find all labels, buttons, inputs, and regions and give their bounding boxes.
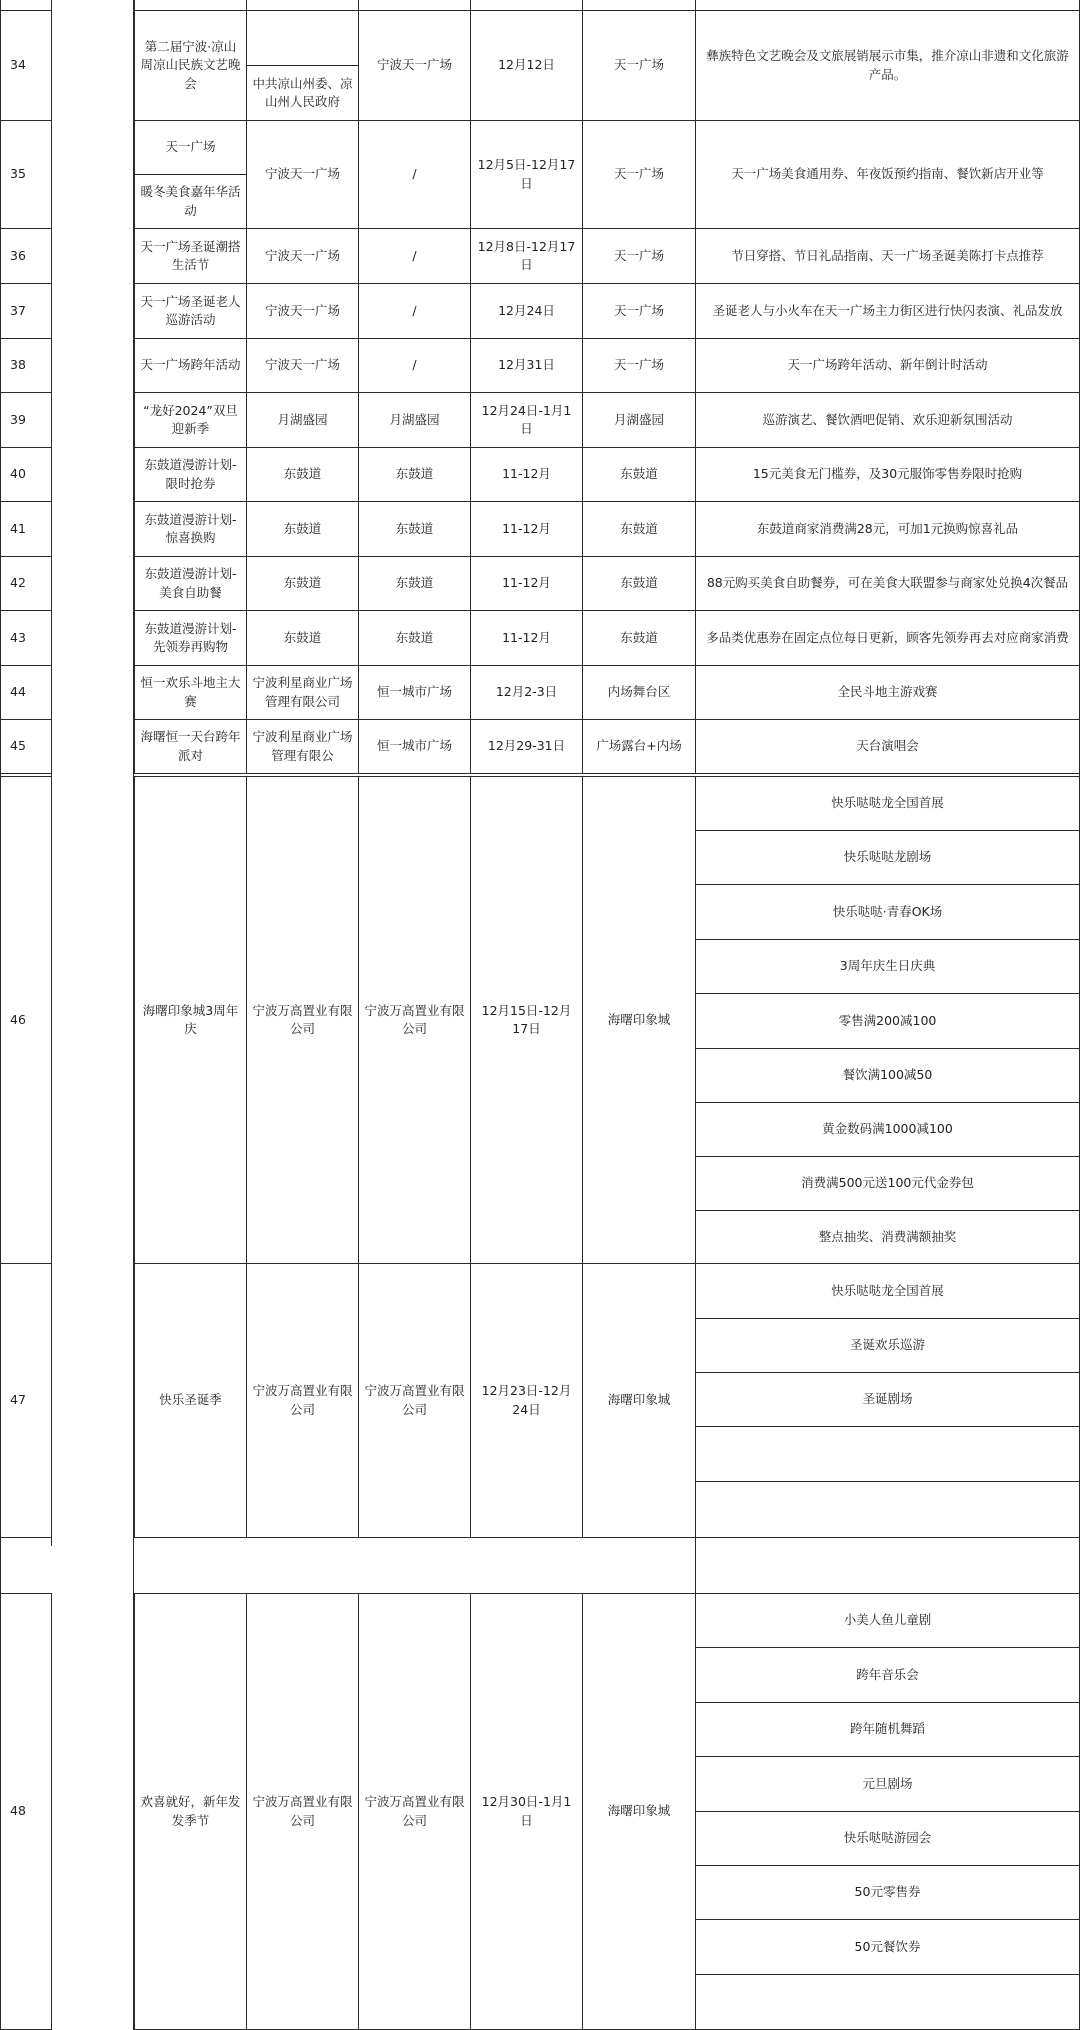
row-47-no: 47 bbox=[0, 1263, 52, 1538]
row-47-venue: 海曙印象城 bbox=[582, 1263, 696, 1538]
row-45-content: 天台演唱会 bbox=[695, 719, 1080, 774]
row-37-name: 天一广场圣诞老人巡游活动 bbox=[134, 283, 247, 339]
row-47-date: 12月23日-12月24日 bbox=[470, 1263, 583, 1538]
row-40-executor: 东鼓道 bbox=[358, 447, 471, 502]
row-42-venue: 东鼓道 bbox=[582, 556, 696, 611]
row-36-date: 12月8日-12月17日 bbox=[470, 228, 583, 284]
row-43-organizer: 东鼓道 bbox=[246, 610, 359, 666]
row-35-content: 天一广场美食通用券、年夜饭预约指南、餐饮新店开业等 bbox=[695, 120, 1080, 229]
row-43-executor: 东鼓道 bbox=[358, 610, 471, 666]
row-48-item: 小美人鱼儿童剧 bbox=[695, 1593, 1080, 1648]
row-34-no: 34 bbox=[0, 10, 52, 121]
row-43-venue: 东鼓道 bbox=[582, 610, 696, 666]
row-48-item: 50元餐饮券 bbox=[695, 1919, 1080, 1975]
row-47-organizer: 宁波万高置业有限公司 bbox=[246, 1263, 359, 1538]
row-48-item: 跨年随机舞蹈 bbox=[695, 1702, 1080, 1757]
row-42-date: 11-12月 bbox=[470, 556, 583, 611]
row-48-organizer: 宁波万高置业有限公司 bbox=[246, 1593, 359, 2030]
row-36-venue: 天一广场 bbox=[582, 228, 696, 284]
row-46-item: 快乐哒哒龙全国首展 bbox=[695, 776, 1080, 831]
row-46-item: 3周年庆生日庆典 bbox=[695, 939, 1080, 994]
row-45-organizer: 宁波利星商业广场管理有限公 bbox=[246, 719, 359, 774]
row-39-venue: 月湖盛园 bbox=[582, 392, 696, 448]
row-47-item bbox=[695, 1481, 1080, 1538]
row-44-no: 44 bbox=[0, 665, 52, 720]
row-48-executor: 宁波万高置业有限公司 bbox=[358, 1593, 471, 2030]
row-40-no: 40 bbox=[0, 447, 52, 502]
row-36-name: 天一广场圣诞潮搭生活节 bbox=[134, 228, 247, 284]
row-45-date: 12月29-31日 bbox=[470, 719, 583, 774]
row-44-date: 12月2-3日 bbox=[470, 665, 583, 720]
row-34-organizer-bottom: 中共凉山州委、凉山州人民政府 bbox=[246, 65, 359, 121]
row-48-item: 50元零售券 bbox=[695, 1865, 1080, 1920]
row-46-date: 12月15日-12月17日 bbox=[470, 776, 583, 1264]
row-46-no: 46 bbox=[0, 776, 52, 1264]
row-37-date: 12月24日 bbox=[470, 283, 583, 339]
row-39-executor: 月湖盛园 bbox=[358, 392, 471, 448]
row-38-organizer: 宁波天一广场 bbox=[246, 338, 359, 393]
row-37-organizer: 宁波天一广场 bbox=[246, 283, 359, 339]
row-47-item: 圣诞剧场 bbox=[695, 1372, 1080, 1427]
row-46-executor: 宁波万高置业有限公司 bbox=[358, 776, 471, 1264]
row-48-no: 48 bbox=[0, 1593, 52, 2030]
row-34-organizer-top bbox=[246, 10, 359, 66]
row-40-venue: 东鼓道 bbox=[582, 447, 696, 502]
row-35-no: 35 bbox=[0, 120, 52, 229]
row-40-organizer: 东鼓道 bbox=[246, 447, 359, 502]
row-36-no: 36 bbox=[0, 228, 52, 284]
row-39-no: 39 bbox=[0, 392, 52, 448]
row-40-name: 东鼓道漫游计划-限时抢券 bbox=[134, 447, 247, 502]
row-37-no: 37 bbox=[0, 283, 52, 339]
row-45-name: 海曙恒一天台跨年派对 bbox=[134, 719, 247, 774]
row-40-date: 11-12月 bbox=[470, 447, 583, 502]
row-42-executor: 东鼓道 bbox=[358, 556, 471, 611]
row-39-name: “龙好2024”双旦迎新季 bbox=[134, 392, 247, 448]
row-35-executor: / bbox=[358, 120, 471, 229]
row-41-executor: 东鼓道 bbox=[358, 501, 471, 557]
row-41-organizer: 东鼓道 bbox=[246, 501, 359, 557]
row-36-content: 节日穿搭、节日礼品指南、天一广场圣诞美陈打卡点推荐 bbox=[695, 228, 1080, 284]
row-42-content: 88元购买美食自助餐券，可在美食大联盟参与商家处兑换4次餐品 bbox=[695, 556, 1080, 611]
row-41-venue: 东鼓道 bbox=[582, 501, 696, 557]
row-48-item: 元旦剧场 bbox=[695, 1756, 1080, 1812]
row-46-item: 快乐哒哒龙剧场 bbox=[695, 830, 1080, 885]
row-38-content: 天一广场跨年活动、新年倒计时活动 bbox=[695, 338, 1080, 393]
row-46-organizer: 宁波万高置业有限公司 bbox=[246, 776, 359, 1264]
row-46-item: 零售满200减100 bbox=[695, 993, 1080, 1049]
row-47-item: 快乐哒哒龙全国首展 bbox=[695, 1263, 1080, 1319]
row-40-content: 15元美食无门槛券，及30元服饰零售券限时抢购 bbox=[695, 447, 1080, 502]
row-35-date: 12月5日-12月17日 bbox=[470, 120, 583, 229]
row-46-venue: 海曙印象城 bbox=[582, 776, 696, 1264]
row-35-name-top: 天一广场 bbox=[134, 120, 247, 175]
row-37-venue: 天一广场 bbox=[582, 283, 696, 339]
row-42-no: 42 bbox=[0, 556, 52, 611]
row-35-name-bottom: 暖冬美食嘉年华活动 bbox=[134, 174, 247, 229]
row-47-name: 快乐圣诞季 bbox=[134, 1263, 247, 1538]
row-43-content: 多品类优惠券在固定点位每日更新，顾客先领券再去对应商家消费 bbox=[695, 610, 1080, 666]
row-34-name: 第二届宁波·凉山周凉山民族文艺晚会 bbox=[134, 10, 247, 121]
row-46-item: 餐饮满100减50 bbox=[695, 1048, 1080, 1103]
row-41-name: 东鼓道漫游计划-惊喜换购 bbox=[134, 501, 247, 557]
row-47-executor: 宁波万高置业有限公司 bbox=[358, 1263, 471, 1538]
row-46-item: 消费满500元送100元代金券包 bbox=[695, 1156, 1080, 1211]
row-44-content: 全民斗地主游戏赛 bbox=[695, 665, 1080, 720]
row-39-content: 巡游演艺、餐饮酒吧促销、欢乐迎新氛围活动 bbox=[695, 392, 1080, 448]
row-43-name: 东鼓道漫游计划-先领券再购物 bbox=[134, 610, 247, 666]
row-46-item: 快乐哒哒·青春OK场 bbox=[695, 884, 1080, 940]
row-46-item: 整点抽奖、消费满额抽奖 bbox=[695, 1210, 1080, 1264]
spacer-band-cell bbox=[695, 1537, 1080, 1594]
row-41-no: 41 bbox=[0, 501, 52, 557]
row-45-no: 45 bbox=[0, 719, 52, 774]
row-39-date: 12月24日-1月1日 bbox=[470, 392, 583, 448]
row-36-executor: / bbox=[358, 228, 471, 284]
row-38-date: 12月31日 bbox=[470, 338, 583, 393]
row-48-item: 快乐哒哒游园会 bbox=[695, 1811, 1080, 1866]
row-48-venue: 海曙印象城 bbox=[582, 1593, 696, 2030]
row-42-name: 东鼓道漫游计划-美食自助餐 bbox=[134, 556, 247, 611]
row-48-item: 跨年音乐会 bbox=[695, 1647, 1080, 1703]
row-44-name: 恒一欢乐斗地主大赛 bbox=[134, 665, 247, 720]
row-37-content: 圣诞老人与小火车在天一广场主力街区进行快闪表演、礼品发放 bbox=[695, 283, 1080, 339]
row-38-no: 38 bbox=[0, 338, 52, 393]
row-38-name: 天一广场跨年活动 bbox=[134, 338, 247, 393]
row-34-executor: 宁波天一广场 bbox=[358, 10, 471, 121]
row-34-venue: 天一广场 bbox=[582, 10, 696, 121]
row-44-organizer: 宁波利星商业广场管理有限公司 bbox=[246, 665, 359, 720]
row-47-item: 圣诞欢乐巡游 bbox=[695, 1318, 1080, 1373]
row-37-executor: / bbox=[358, 283, 471, 339]
row-48-name: 欢喜就好，新年发发季节 bbox=[134, 1593, 247, 2030]
row-39-organizer: 月湖盛园 bbox=[246, 392, 359, 448]
row-43-no: 43 bbox=[0, 610, 52, 666]
row-35-venue: 天一广场 bbox=[582, 120, 696, 229]
row-34-content: 彝族特色文艺晚会及文旅展销展示市集，推介凉山非遗和文化旅游产品。 bbox=[695, 10, 1080, 121]
row-46-name: 海曙印象城3周年庆 bbox=[134, 776, 247, 1264]
row-46-item: 黄金数码满1000减100 bbox=[695, 1102, 1080, 1157]
row-41-content: 东鼓道商家消费满28元，可加1元换购惊喜礼品 bbox=[695, 501, 1080, 557]
row-47-item bbox=[695, 1426, 1080, 1482]
row-44-executor: 恒一城市广场 bbox=[358, 665, 471, 720]
row-48-item bbox=[695, 1974, 1080, 2030]
row-48-date: 12月30日-1月1日 bbox=[470, 1593, 583, 2030]
row-38-executor: / bbox=[358, 338, 471, 393]
row-44-venue: 内场舞台区 bbox=[582, 665, 696, 720]
row-34-date: 12月12日 bbox=[470, 10, 583, 121]
row-42-organizer: 东鼓道 bbox=[246, 556, 359, 611]
row-45-venue: 广场露台+内场 bbox=[582, 719, 696, 774]
row-45-executor: 恒一城市广场 bbox=[358, 719, 471, 774]
row-43-date: 11-12月 bbox=[470, 610, 583, 666]
row-36-organizer: 宁波天一广场 bbox=[246, 228, 359, 284]
row-35-organizer: 宁波天一广场 bbox=[246, 120, 359, 229]
row-41-date: 11-12月 bbox=[470, 501, 583, 557]
row-38-venue: 天一广场 bbox=[582, 338, 696, 393]
